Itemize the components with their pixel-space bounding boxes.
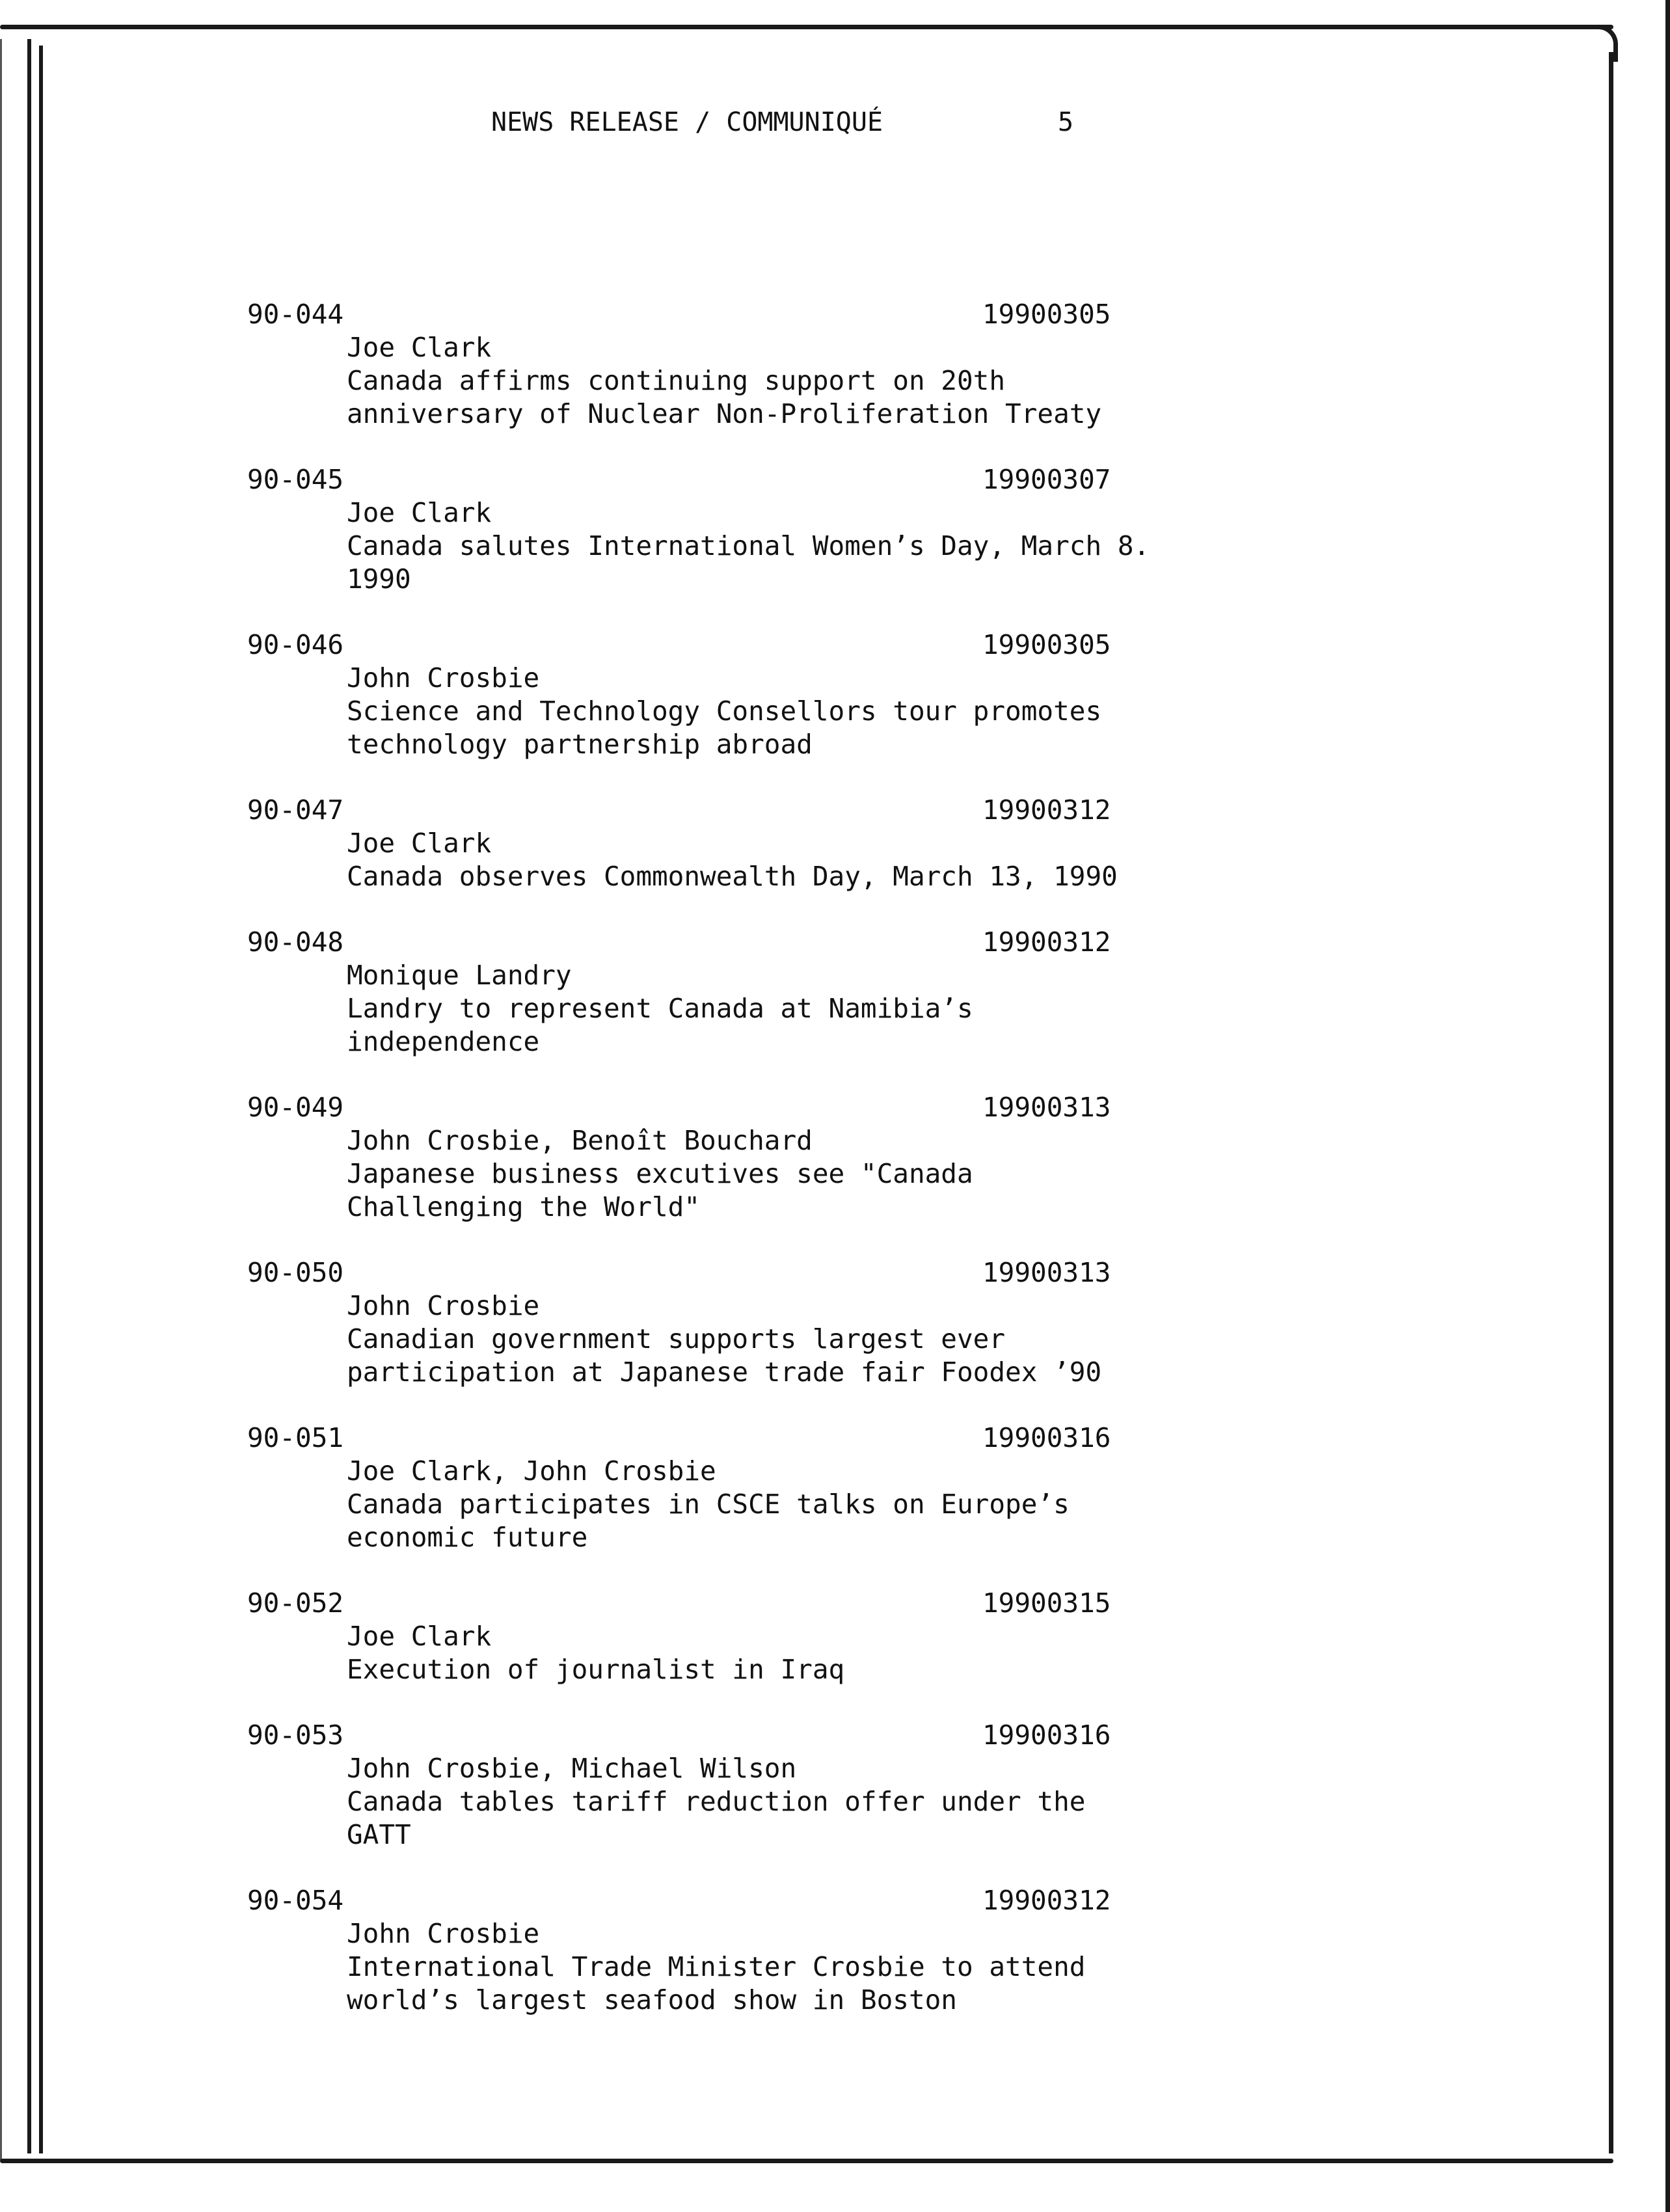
frame-left-inner-rule (39, 46, 43, 2153)
release-date: 19900313 (982, 1257, 1111, 1288)
release-number: 90-054 (247, 1885, 344, 1916)
release-title-line: Execution of journalist in Iraq (347, 1654, 845, 1685)
release-number: 90-047 (247, 794, 344, 826)
release-entry (247, 1719, 1210, 1852)
release-entry (247, 926, 1210, 1059)
release-title-line: Canada salutes International Women’s Day, March 8. (347, 530, 1150, 561)
release-title-line: Canada observes Commonwealth Day, March 13, 1990 (347, 861, 1118, 892)
release-entry (247, 463, 1210, 596)
release-number: 90-048 (247, 926, 344, 958)
page-number: 5 (1058, 107, 1074, 137)
frame-left-outer-rule (27, 39, 31, 2153)
release-author: John Crosbie (347, 662, 540, 694)
release-author: Joe Clark (347, 332, 492, 363)
release-list (247, 298, 1210, 2049)
release-number: 90-052 (247, 1587, 344, 1619)
release-entry (247, 1587, 1210, 1686)
release-number: 90-049 (247, 1092, 344, 1123)
release-entry (247, 1422, 1210, 1554)
release-title-line: anniversary of Nuclear Non-Proliferation Treaty (347, 398, 1102, 429)
release-date: 19900312 (982, 794, 1111, 826)
release-number: 90-045 (247, 464, 344, 495)
release-date: 19900316 (982, 1422, 1111, 1453)
release-entry (247, 1884, 1210, 2017)
release-date: 19900305 (982, 299, 1111, 330)
release-title-line: participation at Japanese trade fair Foodex ’90 (347, 1356, 1102, 1388)
release-author: Joe Clark (347, 1621, 492, 1652)
release-title-line: Canada tables tariff reduction offer under the (347, 1786, 1086, 1817)
release-title-line: Canadian government supports largest ever (347, 1323, 1006, 1355)
release-number: 90-050 (247, 1257, 344, 1288)
release-number: 90-044 (247, 299, 344, 330)
release-number: 90-046 (247, 629, 344, 660)
header-title: NEWS RELEASE / COMMUNIQUÉ (491, 107, 883, 137)
release-title-line: technology partnership abroad (347, 729, 813, 760)
release-date: 19900313 (982, 1092, 1111, 1123)
release-author: Monique Landry (347, 960, 572, 991)
release-entry (247, 794, 1210, 893)
frame-edge-left (0, 39, 2, 2160)
frame-top-rule (0, 25, 1613, 29)
release-number: 90-051 (247, 1422, 344, 1453)
release-title-line: Science and Technology Consellors tour promotes (347, 695, 1102, 727)
release-title-line: independence (347, 1026, 540, 1057)
release-entry (247, 1256, 1210, 1389)
release-title-line: world’s largest seafood show in Boston (347, 1984, 957, 2016)
release-date: 19900315 (982, 1587, 1111, 1619)
frame-right-rule (1609, 52, 1613, 2153)
release-date: 19900305 (982, 629, 1111, 660)
release-title-line: economic future (347, 1522, 588, 1553)
release-author: John Crosbie (347, 1918, 540, 1949)
release-author: Joe Clark, John Crosbie (347, 1455, 716, 1487)
release-date: 19900312 (982, 926, 1111, 958)
release-entry (247, 298, 1210, 431)
release-date: 19900307 (982, 464, 1111, 495)
release-author: John Crosbie, Michael Wilson (347, 1753, 797, 1784)
frame-bottom-rule (0, 2159, 1613, 2163)
release-title-line: International Trade Minister Crosbie to attend (347, 1951, 1086, 1982)
frame-edge-right (1665, 0, 1670, 2212)
release-title-line: 1990 (347, 563, 411, 595)
page-header (0, 106, 1670, 139)
release-author: Joe Clark (347, 828, 492, 859)
release-title-line: Canada affirms continuing support on 20th (347, 365, 1006, 396)
release-title-line: Landry to represent Canada at Namibia’s (347, 993, 973, 1024)
release-title-line: Japanese business excutives see "Canada (347, 1158, 973, 1189)
release-entry (247, 628, 1210, 761)
release-title-line: Canada participates in CSCE talks on Europe’s (347, 1489, 1070, 1520)
release-date: 19900312 (982, 1885, 1111, 1916)
release-number: 90-053 (247, 1720, 344, 1751)
release-entry (247, 1091, 1210, 1224)
release-author: John Crosbie, Benoît Bouchard (347, 1125, 813, 1156)
release-title-line: GATT (347, 1819, 411, 1850)
release-date: 19900316 (982, 1720, 1111, 1751)
release-author: John Crosbie (347, 1290, 540, 1321)
release-author: Joe Clark (347, 497, 492, 528)
release-title-line: Challenging the World" (347, 1191, 701, 1222)
